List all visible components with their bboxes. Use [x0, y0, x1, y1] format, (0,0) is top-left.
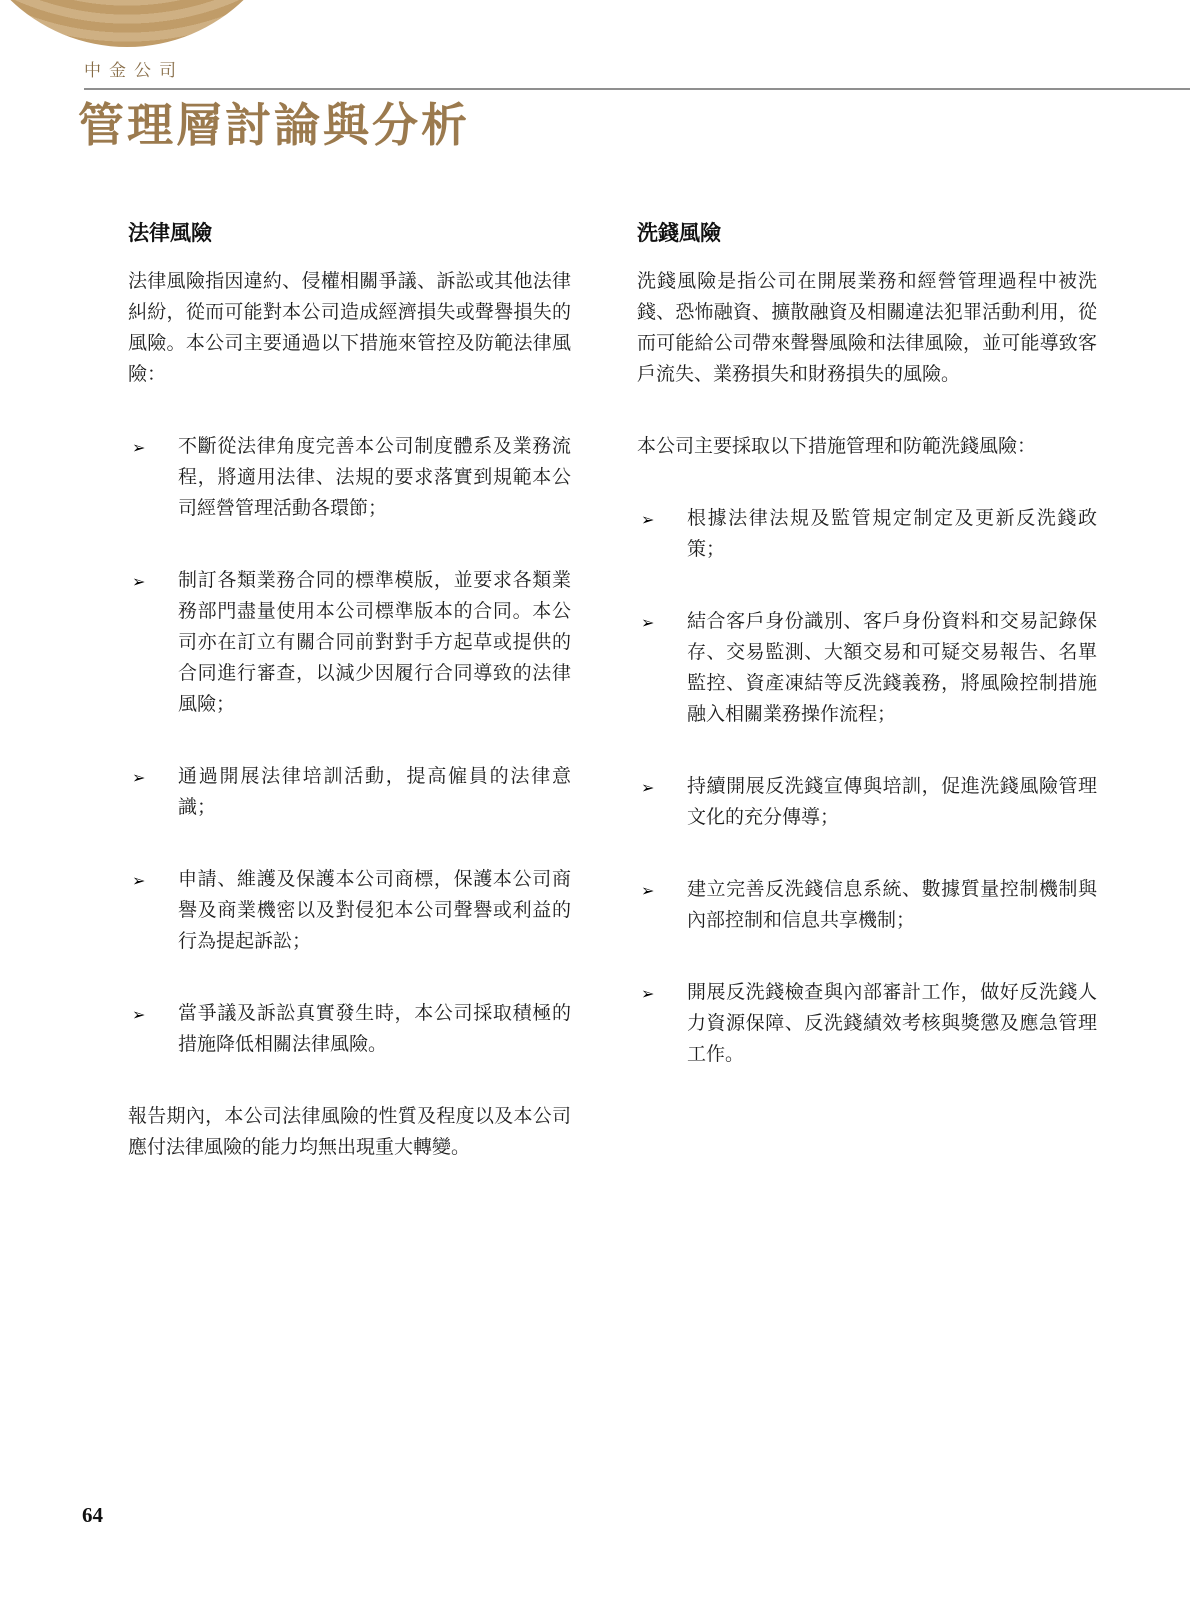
aml-risk-intro: 洗錢風險是指公司在開展業務和經營管理過程中被洗錢、恐怖融資、擴散融資及相關違法犯罪活動利用，從而可能給公司帶來聲譽風險和法律風險，並可能導致客戶流失、業務損失和財務損失的風險。: [637, 271, 1097, 385]
list-item-text: 根據法律法規及監管規定制定及更新反洗錢政策；: [687, 508, 1097, 560]
list-item-text: 制訂各類業務合同的標準模版，並要求各類業務部門盡量使用本公司標準版本的合同。本公司亦在訂立有關合同前對對手方起草或提供的合同進行審查，以減少因履行合同導致的法律風險；: [178, 570, 571, 715]
list-item-text: 開展反洗錢檢查與內部審計工作，做好反洗錢人力資源保障、反洗錢績效考核與獎懲及應急管理工作。: [687, 982, 1097, 1065]
list-item-text: 申請、維護及保護本公司商標，保護本公司商譽及商業機密以及對侵犯本公司聲譽或利益的行為提起訴訟；: [178, 869, 571, 952]
company-logo-icon: [0, 0, 295, 47]
arrow-bullet-icon: ➢: [132, 572, 146, 591]
arrow-bullet-icon: ➢: [132, 768, 146, 787]
arrow-bullet-icon: ➢: [132, 871, 146, 890]
list-item-text: 持續開展反洗錢宣傳與培訓，促進洗錢風險管理文化的充分傳導；: [687, 776, 1097, 828]
arrow-bullet-icon: ➢: [132, 1005, 146, 1024]
list-item-text: 當爭議及訴訟真實發生時，本公司採取積極的措施降低相關法律風險。: [178, 1003, 571, 1055]
arrow-bullet-icon: ➢: [641, 881, 655, 900]
legal-risk-closing: 報告期內，本公司法律風險的性質及程度以及本公司應付法律風險的能力均無出現重大轉變。: [128, 1106, 571, 1158]
aml-risk-section: [637, 220, 1097, 1163]
aml-risk-intro2: 本公司主要採取以下措施管理和防範洗錢風險：: [637, 436, 1037, 457]
page-number: 64: [82, 1503, 103, 1527]
list-item: [637, 503, 1097, 565]
legal-risk-section: [128, 220, 571, 1163]
list-item-text: 通過開展法律培訓活動，提高僱員的法律意識；: [178, 766, 571, 818]
arrow-bullet-icon: ➢: [641, 613, 655, 632]
arrow-bullet-icon: ➢: [641, 778, 655, 797]
list-item: [637, 771, 1097, 833]
list-item: [637, 977, 1097, 1070]
arrow-bullet-icon: ➢: [132, 438, 146, 457]
list-item-text: 建立完善反洗錢信息系統、數據質量控制機制與內部控制和信息共享機制；: [687, 879, 1097, 931]
list-item: [128, 431, 571, 524]
list-item-text: 不斷從法律角度完善本公司制度體系及業務流程，將適用法律、法規的要求落實到規範本公司經營管理活動各環節；: [178, 436, 571, 519]
list-item: [128, 761, 571, 823]
arrow-bullet-icon: ➢: [641, 984, 655, 1003]
list-item: [128, 565, 571, 720]
page-title: 管理層討論與分析: [78, 100, 470, 151]
legal-risk-intro: 法律風險指因違約、侵權相關爭議、訴訟或其他法律糾紛，從而可能對本公司造成經濟損失或聲譽損失的風險。本公司主要通過以下措施來管控及防範法律風險：: [128, 271, 571, 385]
company-name: 中金公司: [84, 61, 184, 80]
content-columns: [128, 220, 1097, 1163]
legal-risk-heading: 法律風險: [128, 221, 212, 245]
list-item: [637, 606, 1097, 730]
arrow-bullet-icon: ➢: [641, 510, 655, 529]
list-item: [128, 864, 571, 957]
list-item: [128, 998, 571, 1060]
list-item: [637, 874, 1097, 936]
list-item-text: 結合客戶身份識別、客戶身份資料和交易記錄保存、交易監測、大額交易和可疑交易報告、名單監控、資產凍結等反洗錢義務，將風險控制措施融入相關業務操作流程；: [687, 611, 1097, 725]
header-divider: [84, 88, 1190, 90]
aml-risk-heading: 洗錢風險: [637, 221, 721, 245]
